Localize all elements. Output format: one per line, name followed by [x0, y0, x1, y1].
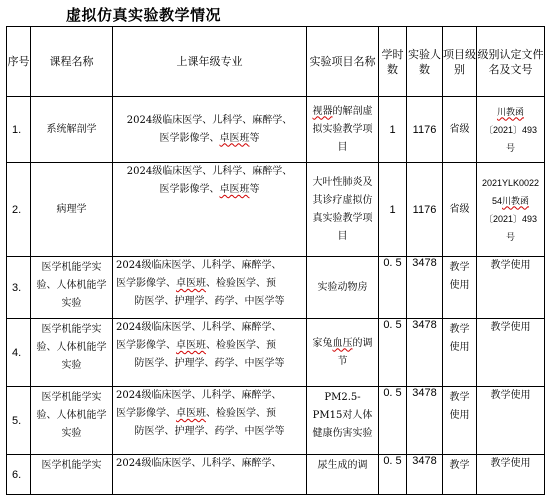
row-course: [31, 455, 113, 495]
grade-text: 等: [249, 132, 260, 144]
row-students: 3478: [407, 455, 443, 495]
row-students: 3478: [407, 387, 443, 455]
project-text: 家兔: [312, 337, 333, 349]
grade-text: 、检验医学、预: [206, 278, 276, 289]
header-docno: 级别认定文件名及文号: [477, 27, 545, 97]
row-level: 省级: [443, 163, 477, 257]
row-hours: 0. 5: [379, 257, 407, 319]
row-seq: 2.: [7, 163, 31, 257]
row-hours: 0. 5: [379, 387, 407, 455]
grade-line: 2024级临床医学、儿科学、麻醉学、: [116, 322, 282, 333]
header-project: 实验项目名称: [307, 27, 379, 97]
project-text: 的调节: [337, 337, 373, 367]
row-grade: [113, 163, 307, 257]
row-project: 实验动物房: [307, 257, 379, 319]
doc-line: 〔2021〕493: [483, 124, 538, 135]
header-hours: 学时数: [379, 27, 407, 97]
row-level: [443, 319, 477, 387]
row-hours: 0. 5: [379, 319, 407, 387]
row-docno: 教学使用: [477, 257, 545, 319]
grade-line: 防医学、护理学、药学、中医学等: [134, 426, 285, 437]
grade-text: 卓医班: [176, 278, 206, 289]
table-row: [7, 387, 545, 455]
doc-line: 号: [505, 142, 515, 153]
row-seq: 3.: [7, 257, 31, 319]
row-students: 3478: [407, 319, 443, 387]
row-grade: [113, 257, 307, 319]
course-text: 医学机能学实验、人体机能学实验: [36, 324, 107, 371]
row-course: 系统解剖学: [31, 97, 113, 163]
row-seq: 1.: [7, 97, 31, 163]
row-course: 病理学: [31, 163, 113, 257]
grade-line: 防医学、护理学、药学、中医学等: [134, 296, 285, 307]
row-docno: 教学使用: [477, 319, 545, 387]
grade-line: 2024级临床医学、儿科学、麻醉学、: [126, 166, 293, 177]
row-grade: [113, 455, 307, 495]
row-level: 省级: [443, 97, 477, 163]
doc-line: [477, 192, 544, 210]
doc-text: 54: [491, 195, 502, 206]
row-seq: 4.: [7, 319, 31, 387]
row-level: [443, 387, 477, 455]
grade-line: [113, 181, 306, 199]
grade-text: 卓医班: [176, 340, 206, 351]
header-students: 实验人数: [407, 27, 443, 97]
project-text: PM2.5-PM15对人体健康伤害实验: [312, 392, 373, 439]
doc-line: 〔2021〕493: [483, 213, 538, 224]
row-docno: [477, 163, 545, 257]
level-text: 教学: [449, 460, 470, 471]
grade-text: 、检验医学、预: [206, 408, 276, 419]
grade-line: 防医学、护理学、药学、中医学等: [134, 358, 285, 369]
course-text: 医学机能学实验、人体机能学实验: [36, 392, 107, 439]
level-text: 教学使用: [449, 392, 470, 421]
header-course: 课程名称: [31, 27, 113, 97]
level-text: 教学使用: [449, 262, 470, 291]
grade-text: 医学影像学、: [116, 340, 176, 351]
header-seq: 序号: [7, 27, 31, 97]
row-hours: 0. 5: [379, 455, 407, 495]
row-project: [307, 97, 379, 163]
course-text: 医学机能学实验、人体机能学实验: [36, 262, 107, 309]
table-row: [7, 455, 545, 495]
grade-text: 医学影像学、: [159, 184, 220, 195]
table-row: [7, 97, 545, 163]
page-title: 虚拟仿真实验教学情况: [66, 6, 222, 24]
row-hours: 1: [379, 97, 407, 163]
project-text: 尿生成的调: [317, 460, 368, 471]
row-hours: 1: [379, 163, 407, 257]
doc-line: 川教函: [496, 106, 524, 117]
header-row: [7, 27, 545, 97]
table-row: [7, 163, 545, 257]
table-row: [7, 257, 545, 319]
row-students: 1176: [407, 163, 443, 257]
grade-text: 卓医班: [219, 184, 250, 195]
row-docno: [477, 97, 545, 163]
grade-text: 医学影像学、: [116, 278, 176, 289]
row-project: [307, 387, 379, 455]
doc-text: 川教函: [502, 195, 530, 206]
row-grade: [113, 97, 307, 163]
grade-text: 等: [249, 184, 260, 195]
grade-text: 医学影像学、: [116, 408, 176, 419]
table-row: [7, 319, 545, 387]
grade-text: 医学影像学、: [159, 132, 220, 144]
project-text: 的解剖虚拟实验教学项目: [312, 105, 373, 153]
grade-line: [113, 130, 306, 148]
project-text: 血压: [332, 337, 353, 349]
grade-line: 2024级临床医学、儿科学、麻醉学、: [116, 458, 282, 469]
grade-line: 2024级临床医学、儿科学、麻醉学、: [116, 390, 282, 401]
row-course: [31, 387, 113, 455]
row-seq: 6.: [7, 455, 31, 495]
grade-text: 卓医班: [219, 132, 250, 144]
doc-line: 号: [505, 231, 515, 242]
grade-line: [113, 405, 306, 423]
header-grade: 上课年级专业: [113, 27, 307, 97]
row-level: [443, 257, 477, 319]
grade-line: 2024级临床医学、儿科学、麻醉学、: [126, 114, 293, 126]
grade-text: 、检验医学、预: [206, 340, 276, 351]
project-text: 大叶性肺炎及其诊疗虚拟仿真实验教学项目: [312, 176, 373, 242]
course-text: 医学机能学实: [41, 460, 102, 471]
grade-text: 卓医班: [176, 408, 206, 419]
grade-line: [113, 275, 306, 293]
teaching-table: [6, 26, 545, 495]
doc-line: 2021YLK0022: [481, 177, 540, 188]
grade-line: [113, 337, 306, 355]
row-students: 3478: [407, 257, 443, 319]
row-docno: 教学使用: [477, 455, 545, 495]
row-grade: [113, 319, 307, 387]
row-project: [307, 163, 379, 257]
row-seq: 5.: [7, 387, 31, 455]
row-grade: [113, 387, 307, 455]
row-course: [31, 257, 113, 319]
level-text: 教学使用: [449, 324, 470, 353]
row-project: [307, 455, 379, 495]
header-level: 项目级别: [443, 27, 477, 97]
row-docno: 教学使用: [477, 387, 545, 455]
row-students: 1176: [407, 97, 443, 163]
row-project: [307, 319, 379, 387]
row-course: [31, 319, 113, 387]
grade-line: 2024级临床医学、儿科学、麻醉学、: [116, 260, 282, 271]
project-text: 视器: [312, 105, 333, 117]
row-level: [443, 455, 477, 495]
